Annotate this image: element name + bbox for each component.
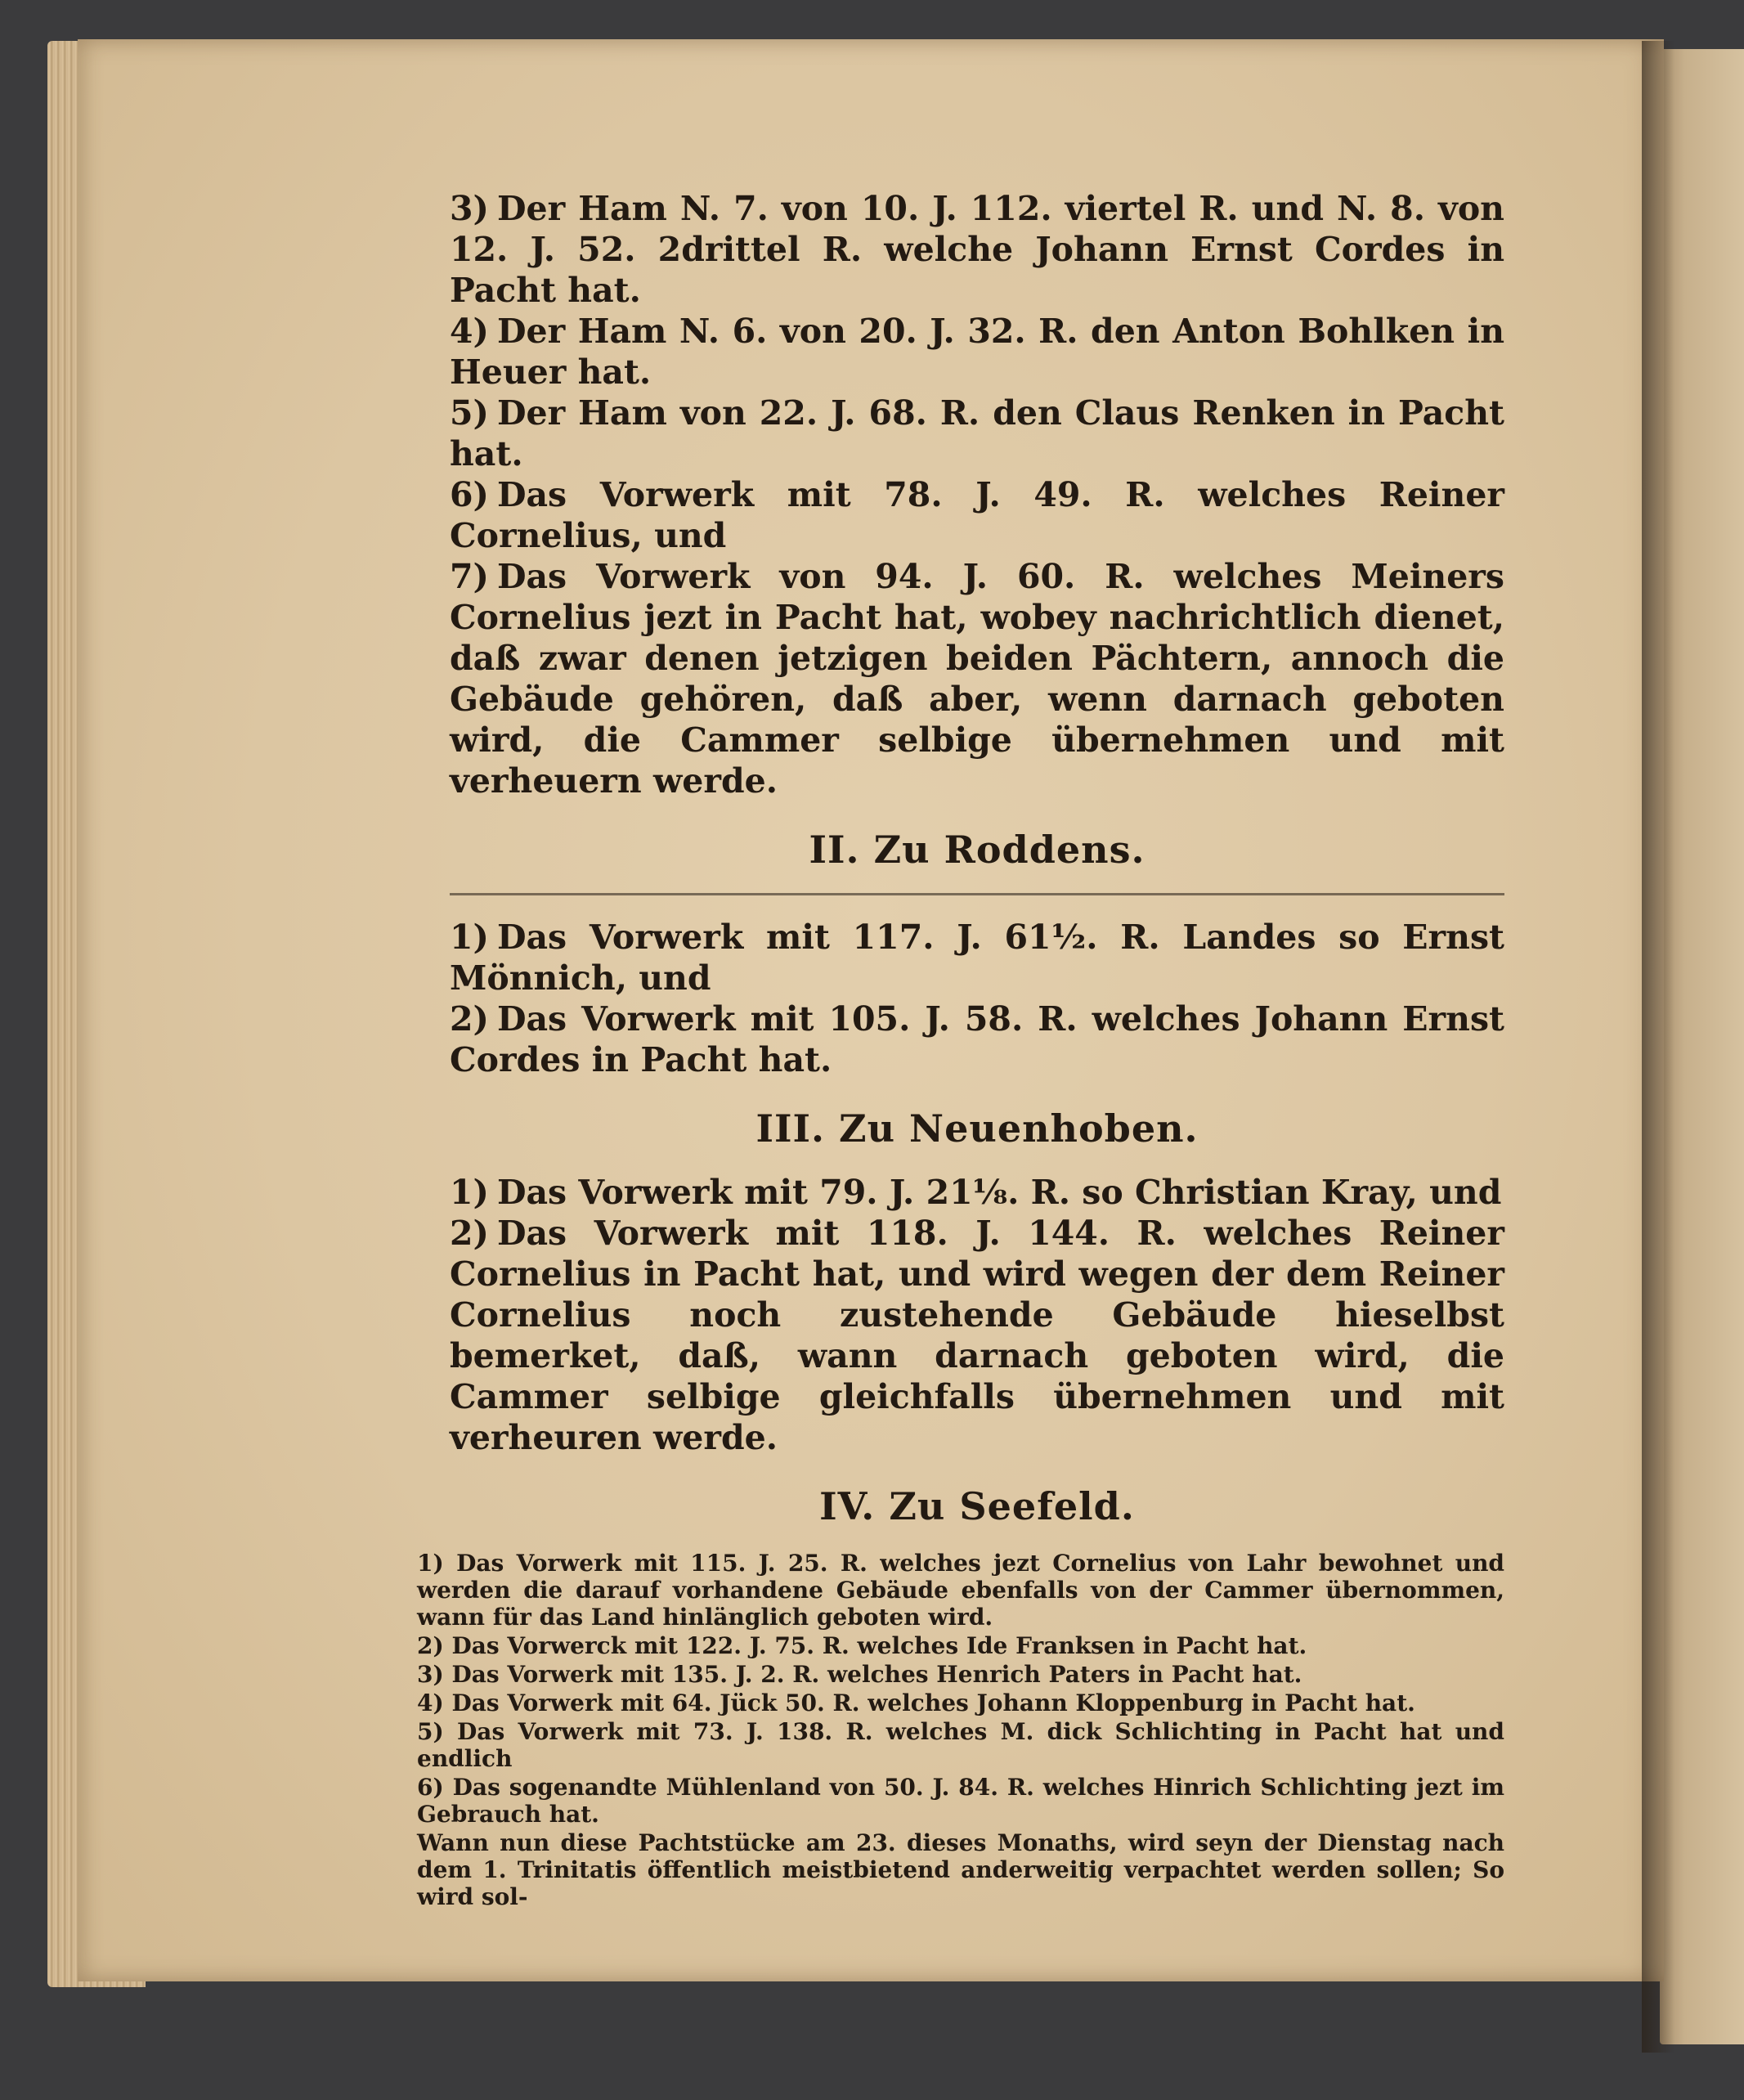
small-print-block	[417, 1550, 1504, 1910]
list-item: 4) Der Ham N. 6. von 20. J. 32. R. den Anton Bohlken in Heuer hat.	[450, 312, 1504, 392]
gutter-shadow	[1642, 41, 1675, 2053]
section-heading: III. Zu Neuenhoben.	[755, 1106, 1199, 1151]
document-text	[417, 188, 1505, 1912]
list-item: 2) Das Vorwerk mit 105. J. 58. R. welches Johann Ernst Cordes in Pacht hat.	[450, 999, 1504, 1079]
list-item: 3) Das Vorwerk mit 135. J. 2. R. welches Henrich Paters in Pacht hat.	[417, 1661, 1302, 1688]
list-item: 3) Der Ham N. 7. von 10. J. 112. viertel R. und N. 8. von 12. J. 52. 2drittel R. welche Johann Ernst Cordes in Pacht hat.	[450, 189, 1504, 310]
list-item: 2) Das Vorwerck mit 122. J. 75. R. welches Ide Franksen in Pacht hat.	[417, 1632, 1307, 1659]
list-item: 2) Das Vorwerk mit 118. J. 144. R. welches Reiner Cornelius in Pacht hat, und wird wegen der dem Reiner Cornelius noch zustehende Gebäude hieselbst bemerket, daß, wann darnach geboten wird, die Cammer selbige gleichfalls übernehmen und mit verheuren werde.	[450, 1214, 1504, 1457]
list-item: 6) Das Vorwerk mit 78. J. 49. R. welches Reiner Cornelius, und	[450, 475, 1504, 555]
list-item: 6) Das sogenandte Mühlenland von 50. J. 84. R. welches Hinrich Schlichting jezt im Gebrauch hat.	[417, 1774, 1505, 1828]
list-item: 1) Das Vorwerk mit 115. J. 25. R. welches jezt Cornelius von Lahr bewohnet und werden die darauf vorhandene Gebäude ebenfalls von der Cammer übernommen, wann für das Land hinlänglich geboten wird.	[417, 1550, 1505, 1631]
section-heading: IV. Zu Seefeld.	[819, 1484, 1135, 1528]
list-item: 5) Der Ham von 22. J. 68. R. den Claus Renken in Pacht hat.	[450, 393, 1504, 473]
list-item: 1) Das Vorwerk mit 79. J. 21⅛. R. so Christian Kray, und	[450, 1173, 1502, 1212]
section-heading: II. Zu Roddens.	[809, 828, 1145, 872]
list-item: 7) Das Vorwerk von 94. J. 60. R. welches Meiners Cornelius jezt in Pacht hat, wobey nachrichtlich dienet, daß zwar denen jetzigen beiden Pächtern, annoch die Gebäude gehören, daß aber, wenn darnach geboten wird, die Cammer selbige übernehmen und mit verheuern werde.	[450, 557, 1504, 801]
list-item: 4) Das Vorwerk mit 64. Jück 50. R. welches Johann Kloppenburg in Pacht hat.	[417, 1689, 1415, 1716]
divider	[450, 893, 1504, 895]
closing-paragraph: Wann nun diese Pachtstücke am 23. dieses Monaths, wird seyn der Dienstag nach dem 1. Trinitatis öffentlich meistbietend anderweitig verpachtet werden sollen; So wird sol-	[417, 1829, 1504, 1910]
list-item: 1) Das Vorwerk mit 117. J. 61½. R. Landes so Ernst Mönnich, und	[450, 918, 1504, 998]
list-item: 5) Das Vorwerk mit 73. J. 138. R. welches M. dick Schlichting in Pacht hat und endlich	[417, 1718, 1504, 1772]
